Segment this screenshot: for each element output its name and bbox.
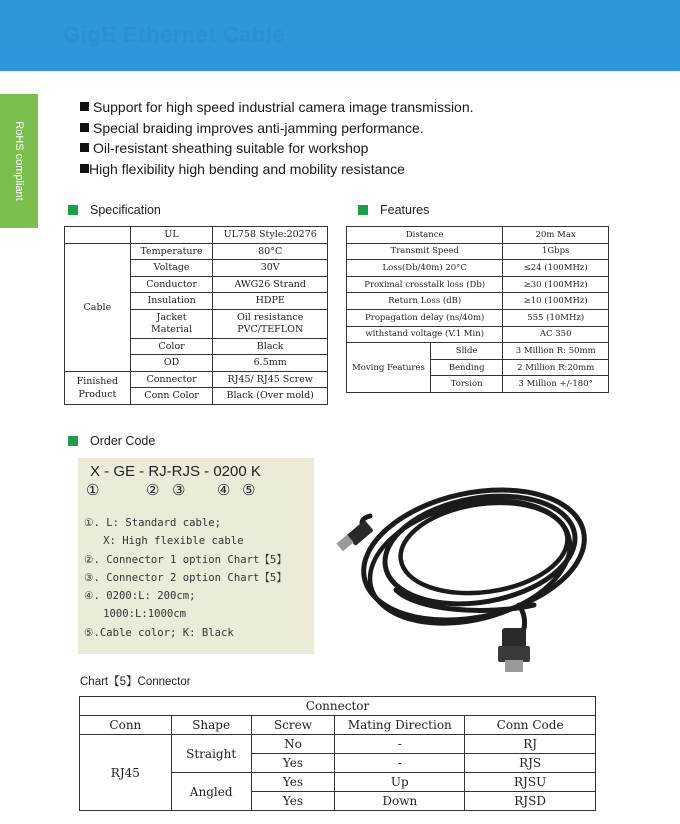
rohs-tab bbox=[0, 94, 38, 228]
table-row: UL UL758 Style:20276 bbox=[65, 227, 328, 244]
table-row: Conn Color Black (Over mold) bbox=[65, 388, 328, 405]
table-row: Cable Temperature 80°C bbox=[65, 243, 328, 260]
table-row: OD 6.5mm bbox=[65, 355, 328, 372]
connector-table bbox=[79, 696, 596, 811]
order-code-box bbox=[78, 458, 314, 654]
connector-caption: Connector bbox=[80, 697, 596, 716]
table-row: Proximal crosstalk loss (Db) ≥30 (100MHz) bbox=[347, 276, 609, 293]
marker-5: ⑤ bbox=[242, 482, 256, 499]
finished-product-group-cell: Finished Product bbox=[65, 371, 131, 404]
table-row: Return Loss (dB) ≥10 (100MHz) bbox=[347, 293, 609, 310]
bullet-item: Special braiding improves anti-jamming performance. bbox=[80, 118, 474, 139]
marker-4: ④ bbox=[217, 482, 231, 499]
cable-group-cell: Cable bbox=[65, 243, 131, 371]
table-row: Propagation delay (ns/40m) 555 (10MHz) bbox=[347, 309, 609, 326]
table-row: Voltage 30V bbox=[65, 260, 328, 277]
table-row: Loss(Db/40m) 20°C ≤24 (100MHz) bbox=[347, 260, 609, 277]
square-bullet-icon bbox=[80, 102, 89, 111]
chart5-title: Chart【5】Connector bbox=[80, 676, 191, 688]
table-row: Angled Yes Up RJSU bbox=[80, 773, 596, 792]
feature-bullets bbox=[80, 97, 474, 179]
specification-heading: Specification bbox=[68, 203, 161, 217]
specification-table bbox=[64, 226, 328, 405]
table-row: Bending 2 Million R:20mm bbox=[347, 359, 609, 376]
table-row: Jacket Material Oil resistance PVC/TEFLON bbox=[65, 309, 328, 338]
table-row: Torsion 3 Million +/-180° bbox=[347, 376, 609, 393]
marker-2: ② bbox=[146, 482, 160, 499]
shape-straight-cell: Straight bbox=[171, 735, 251, 773]
conn-cell: RJ45 bbox=[80, 735, 172, 811]
order-code-legend: ①. L: Standard cable; X: High flexible cable ②. Connector 1 option Chart【5】 ③. Connector 2 option Chart【5】 ④. 0200:L: 200cm; 1000:L:1000cm ⑤.Cable color; K: Black bbox=[84, 517, 287, 639]
page-title: GigE Ethernet Cable bbox=[63, 22, 286, 47]
table-caption-row bbox=[80, 697, 596, 716]
green-square-icon bbox=[358, 205, 368, 215]
table-row: Moving Features Slide 3 Million R: 50mm bbox=[347, 343, 609, 360]
square-bullet-icon bbox=[80, 123, 89, 132]
table-row: Finished Product Connector RJ45/ RJ45 Screw bbox=[65, 371, 328, 388]
green-square-icon bbox=[68, 436, 78, 446]
table-header-row: Conn Shape Screw Mating Direction Conn Code bbox=[80, 716, 596, 735]
rohs-label: RoHS compliant bbox=[13, 121, 25, 201]
table-row: RJ45 Straight No - RJ bbox=[80, 735, 596, 754]
marker-3: ③ bbox=[172, 482, 186, 499]
order-code-heading: Order Code bbox=[68, 434, 155, 448]
order-code-value: X - GE - RJ-RJS - 0200 K bbox=[90, 463, 261, 480]
header-banner bbox=[0, 0, 680, 71]
shape-angled-cell: Angled bbox=[171, 773, 251, 811]
bullet-item: High flexibility high bending and mobility resistance bbox=[80, 159, 474, 180]
marker-1: ① bbox=[86, 482, 100, 499]
table-row: Yes Down RJSD bbox=[80, 792, 596, 811]
bullet-item: Support for high speed industrial camera image transmission. bbox=[80, 97, 474, 118]
features-table bbox=[346, 226, 609, 393]
cable-photo bbox=[334, 420, 596, 690]
green-square-icon bbox=[68, 205, 78, 215]
table-row: Transmit Speed 1Gbps bbox=[347, 243, 609, 260]
table-row: Color Black bbox=[65, 338, 328, 355]
table-row: Conductor AWG26 Strand bbox=[65, 276, 328, 293]
features-heading: Features bbox=[358, 203, 429, 217]
square-bullet-icon bbox=[80, 164, 89, 173]
table-row: Yes - RJS bbox=[80, 754, 596, 773]
square-bullet-icon bbox=[80, 143, 89, 152]
rj45-connector-bottom bbox=[498, 628, 530, 672]
bullet-item: Oil-resistant sheathing suitable for workshop bbox=[80, 138, 474, 159]
table-row: Distance 20m Max bbox=[347, 227, 609, 244]
moving-features-cell: Moving Features bbox=[347, 343, 431, 393]
rj45-connector-top bbox=[336, 520, 373, 551]
table-row: withstand voltage (V.1 Min) AC 350 bbox=[347, 326, 609, 343]
table-row: Insulation HDPE bbox=[65, 293, 328, 310]
